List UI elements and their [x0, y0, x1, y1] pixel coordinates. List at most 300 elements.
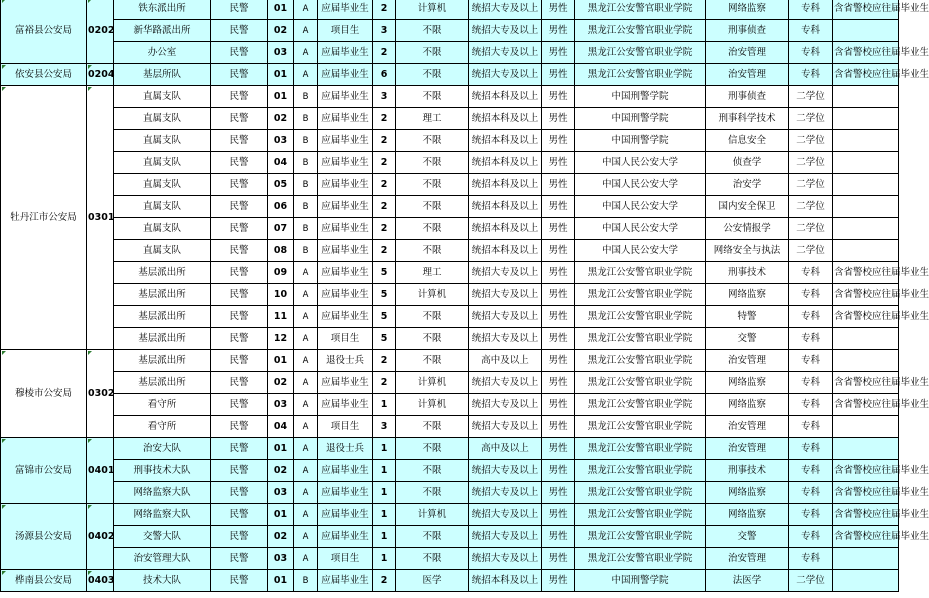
table-row [1, 394, 899, 416]
org-cell: 汤源县公安局 [1, 504, 87, 570]
school-cell: 黑龙江公安警官职业学院 [575, 438, 706, 460]
school-cell: 黑龙江公安警官职业学院 [575, 482, 706, 504]
specialty-cell: 刑事技术 [706, 262, 789, 284]
specialty-cell: 网络监察 [706, 504, 789, 526]
category-cell: B [294, 130, 318, 152]
position-cell: 民警 [211, 108, 268, 130]
position-cell: 民警 [211, 86, 268, 108]
count-cell: 5 [373, 284, 396, 306]
count-cell: 2 [373, 218, 396, 240]
count-cell: 2 [373, 152, 396, 174]
major-cell: 不限 [396, 548, 469, 570]
category-cell: A [294, 438, 318, 460]
count-cell: 1 [373, 504, 396, 526]
table-row [1, 64, 899, 86]
number-cell: 03 [268, 482, 294, 504]
position-cell: 民警 [211, 152, 268, 174]
education-cell: 统招大专及以上 [469, 482, 542, 504]
major-cell: 不限 [396, 482, 469, 504]
position-cell: 民警 [211, 548, 268, 570]
position-cell: 民警 [211, 328, 268, 350]
degree-cell: 专科 [789, 460, 833, 482]
gender-cell: 男性 [542, 64, 575, 86]
category-cell: A [294, 262, 318, 284]
unit-cell: 基层派出所 [114, 328, 211, 350]
specialty-cell: 信息安全 [706, 130, 789, 152]
table-row [1, 218, 899, 240]
position-cell: 民警 [211, 174, 268, 196]
source-cell: 项目生 [318, 328, 373, 350]
degree-cell: 二学位 [789, 174, 833, 196]
source-cell: 应届毕业生 [318, 262, 373, 284]
specialty-cell: 法医学 [706, 570, 789, 592]
major-cell: 不限 [396, 460, 469, 482]
note-cell [833, 108, 899, 130]
school-cell: 黑龙江公安警官职业学院 [575, 0, 706, 20]
degree-cell: 二学位 [789, 86, 833, 108]
school-cell: 黑龙江公安警官职业学院 [575, 548, 706, 570]
number-cell: 01 [268, 504, 294, 526]
number-cell: 01 [268, 570, 294, 592]
major-cell: 不限 [396, 20, 469, 42]
unit-cell: 直属支队 [114, 108, 211, 130]
note-cell [833, 438, 899, 460]
count-cell: 2 [373, 0, 396, 20]
number-cell: 02 [268, 20, 294, 42]
school-cell: 中国刑警学院 [575, 130, 706, 152]
specialty-cell: 公安情报学 [706, 218, 789, 240]
education-cell: 统招本科及以上 [469, 174, 542, 196]
count-cell: 2 [373, 240, 396, 262]
number-cell: 01 [268, 64, 294, 86]
unit-cell: 治安大队 [114, 438, 211, 460]
source-cell: 项目生 [318, 20, 373, 42]
major-cell: 不限 [396, 86, 469, 108]
education-cell: 统招本科及以上 [469, 152, 542, 174]
major-cell: 不限 [396, 306, 469, 328]
source-cell: 应届毕业生 [318, 482, 373, 504]
category-cell: B [294, 240, 318, 262]
degree-cell: 专科 [789, 64, 833, 86]
table-row [1, 372, 899, 394]
note-cell [833, 218, 899, 240]
code-cell: 0401 [87, 438, 114, 504]
note-cell [833, 570, 899, 592]
count-cell: 5 [373, 328, 396, 350]
education-cell: 统招本科及以上 [469, 108, 542, 130]
category-cell: A [294, 64, 318, 86]
category-cell: B [294, 152, 318, 174]
school-cell: 中国人民公安大学 [575, 196, 706, 218]
code-cell: 0402 [87, 504, 114, 570]
table-row [1, 130, 899, 152]
unit-cell: 交警大队 [114, 526, 211, 548]
table-row [1, 20, 899, 42]
number-cell: 03 [268, 548, 294, 570]
note-cell: 含省警校应往届毕业生 [833, 284, 899, 306]
specialty-cell: 特警 [706, 306, 789, 328]
table-body [1, 0, 929, 592]
degree-cell: 专科 [789, 548, 833, 570]
position-cell: 民警 [211, 0, 268, 20]
source-cell: 应届毕业生 [318, 86, 373, 108]
number-cell: 03 [268, 130, 294, 152]
school-cell: 黑龙江公安警官职业学院 [575, 416, 706, 438]
note-cell: 含省警校应往届毕业生 [833, 504, 899, 526]
org-cell: 依安县公安局 [1, 64, 87, 86]
education-cell: 统招本科及以上 [469, 86, 542, 108]
note-cell: 含省警校应往届毕业生 [833, 372, 899, 394]
table-row [1, 174, 899, 196]
source-cell: 应届毕业生 [318, 152, 373, 174]
note-cell [833, 152, 899, 174]
education-cell: 统招本科及以上 [469, 240, 542, 262]
note-cell: 含省警校应往届毕业生 [833, 42, 899, 64]
unit-cell: 看守所 [114, 394, 211, 416]
gender-cell: 男性 [542, 350, 575, 372]
note-cell [833, 240, 899, 262]
unit-cell: 技术大队 [114, 570, 211, 592]
education-cell: 统招大专及以上 [469, 328, 542, 350]
education-cell: 统招本科及以上 [469, 218, 542, 240]
education-cell: 统招本科及以上 [469, 196, 542, 218]
number-cell: 10 [268, 284, 294, 306]
school-cell: 中国人民公安大学 [575, 152, 706, 174]
degree-cell: 专科 [789, 284, 833, 306]
table-row [1, 240, 899, 262]
school-cell: 黑龙江公安警官职业学院 [575, 460, 706, 482]
table-row [1, 350, 899, 372]
source-cell: 应届毕业生 [318, 0, 373, 20]
major-cell: 理工 [396, 262, 469, 284]
degree-cell: 专科 [789, 350, 833, 372]
education-cell: 统招本科及以上 [469, 130, 542, 152]
degree-cell: 二学位 [789, 240, 833, 262]
major-cell: 计算机 [396, 284, 469, 306]
position-cell: 民警 [211, 240, 268, 262]
major-cell: 不限 [396, 130, 469, 152]
degree-cell: 专科 [789, 416, 833, 438]
code-cell: 0204 [87, 64, 114, 86]
degree-cell: 专科 [789, 394, 833, 416]
source-cell: 应届毕业生 [318, 570, 373, 592]
degree-cell: 二学位 [789, 130, 833, 152]
category-cell: A [294, 548, 318, 570]
note-cell: 含省警校应往届毕业生 [833, 460, 899, 482]
unit-cell: 基层派出所 [114, 350, 211, 372]
education-cell: 统招大专及以上 [469, 504, 542, 526]
count-cell: 2 [373, 372, 396, 394]
table-row [1, 438, 899, 460]
number-cell: 11 [268, 306, 294, 328]
gender-cell: 男性 [542, 240, 575, 262]
category-cell: B [294, 86, 318, 108]
source-cell: 应届毕业生 [318, 460, 373, 482]
education-cell: 高中及以上 [469, 438, 542, 460]
source-cell: 项目生 [318, 548, 373, 570]
gender-cell: 男性 [542, 86, 575, 108]
count-cell: 2 [373, 42, 396, 64]
org-cell: 富裕县公安局 [1, 0, 87, 64]
major-cell: 不限 [396, 174, 469, 196]
unit-cell: 基层派出所 [114, 306, 211, 328]
degree-cell: 专科 [789, 262, 833, 284]
school-cell: 黑龙江公安警官职业学院 [575, 504, 706, 526]
position-cell: 民警 [211, 218, 268, 240]
specialty-cell: 治安管理 [706, 64, 789, 86]
position-cell: 民警 [211, 42, 268, 64]
position-cell: 民警 [211, 64, 268, 86]
gender-cell: 男性 [542, 416, 575, 438]
major-cell: 不限 [396, 196, 469, 218]
note-cell [833, 350, 899, 372]
specialty-cell: 治安管理 [706, 416, 789, 438]
source-cell: 应届毕业生 [318, 504, 373, 526]
category-cell: A [294, 328, 318, 350]
gender-cell: 男性 [542, 108, 575, 130]
school-cell: 黑龙江公安警官职业学院 [575, 394, 706, 416]
org-cell: 桦南县公安局 [1, 570, 87, 592]
specialty-cell: 治安学 [706, 174, 789, 196]
education-cell: 统招大专及以上 [469, 20, 542, 42]
count-cell: 2 [373, 130, 396, 152]
note-cell: 含省警校应往届毕业生 [833, 262, 899, 284]
category-cell: A [294, 350, 318, 372]
school-cell: 黑龙江公安警官职业学院 [575, 284, 706, 306]
position-cell: 民警 [211, 306, 268, 328]
degree-cell: 专科 [789, 504, 833, 526]
gender-cell: 男性 [542, 20, 575, 42]
table-row [1, 152, 899, 174]
count-cell: 1 [373, 526, 396, 548]
degree-cell: 专科 [789, 482, 833, 504]
number-cell: 04 [268, 416, 294, 438]
major-cell: 不限 [396, 416, 469, 438]
unit-cell: 直属支队 [114, 174, 211, 196]
note-cell [833, 416, 899, 438]
category-cell: A [294, 372, 318, 394]
source-cell: 应届毕业生 [318, 108, 373, 130]
specialty-cell: 刑事侦查 [706, 86, 789, 108]
org-cell: 牡丹江市公安局 [1, 86, 87, 350]
position-cell: 民警 [211, 504, 268, 526]
number-cell: 07 [268, 218, 294, 240]
source-cell: 应届毕业生 [318, 306, 373, 328]
position-cell: 民警 [211, 438, 268, 460]
unit-cell: 基层派出所 [114, 372, 211, 394]
count-cell: 1 [373, 548, 396, 570]
source-cell: 应届毕业生 [318, 394, 373, 416]
position-cell: 民警 [211, 482, 268, 504]
number-cell: 03 [268, 394, 294, 416]
unit-cell: 直属支队 [114, 240, 211, 262]
school-cell: 中国人民公安大学 [575, 240, 706, 262]
education-cell: 统招大专及以上 [469, 64, 542, 86]
org-cell: 穆棱市公安局 [1, 350, 87, 438]
school-cell: 中国刑警学院 [575, 570, 706, 592]
category-cell: A [294, 284, 318, 306]
source-cell: 应届毕业生 [318, 130, 373, 152]
gender-cell: 男性 [542, 570, 575, 592]
note-cell [833, 130, 899, 152]
number-cell: 03 [268, 42, 294, 64]
school-cell: 黑龙江公安警官职业学院 [575, 42, 706, 64]
unit-cell: 治安管理大队 [114, 548, 211, 570]
number-cell: 02 [268, 526, 294, 548]
count-cell: 1 [373, 438, 396, 460]
major-cell: 不限 [396, 64, 469, 86]
major-cell: 计算机 [396, 0, 469, 20]
degree-cell: 二学位 [789, 218, 833, 240]
education-cell: 统招大专及以上 [469, 42, 542, 64]
school-cell: 中国刑警学院 [575, 108, 706, 130]
source-cell: 应届毕业生 [318, 196, 373, 218]
unit-cell: 直属支队 [114, 196, 211, 218]
gender-cell: 男性 [542, 130, 575, 152]
major-cell: 不限 [396, 438, 469, 460]
specialty-cell: 侦查学 [706, 152, 789, 174]
source-cell: 应届毕业生 [318, 240, 373, 262]
education-cell: 统招本科及以上 [469, 570, 542, 592]
number-cell: 01 [268, 350, 294, 372]
source-cell: 应届毕业生 [318, 174, 373, 196]
table-row [1, 196, 899, 218]
education-cell: 统招大专及以上 [469, 416, 542, 438]
position-cell: 民警 [211, 262, 268, 284]
position-cell: 民警 [211, 526, 268, 548]
table-row [1, 284, 899, 306]
code-cell: 0403 [87, 570, 114, 592]
table-row [1, 548, 899, 570]
specialty-cell: 网络安全与执法 [706, 240, 789, 262]
category-cell: B [294, 196, 318, 218]
education-cell: 统招大专及以上 [469, 526, 542, 548]
note-cell: 含省警校应往届毕业生 [833, 394, 899, 416]
note-cell: 含省警校应往届毕业生 [833, 482, 899, 504]
number-cell: 01 [268, 438, 294, 460]
source-cell: 应届毕业生 [318, 284, 373, 306]
count-cell: 5 [373, 262, 396, 284]
category-cell: A [294, 526, 318, 548]
source-cell: 应届毕业生 [318, 42, 373, 64]
major-cell: 不限 [396, 328, 469, 350]
number-cell: 09 [268, 262, 294, 284]
category-cell: A [294, 504, 318, 526]
category-cell: A [294, 394, 318, 416]
count-cell: 2 [373, 570, 396, 592]
education-cell: 统招大专及以上 [469, 460, 542, 482]
specialty-cell: 刑事科学技术 [706, 108, 789, 130]
gender-cell: 男性 [542, 438, 575, 460]
note-cell: 含省警校应往届毕业生 [833, 306, 899, 328]
major-cell: 计算机 [396, 372, 469, 394]
education-cell: 统招大专及以上 [469, 548, 542, 570]
specialty-cell: 网络监察 [706, 0, 789, 20]
unit-cell: 网络监察大队 [114, 504, 211, 526]
position-cell: 民警 [211, 20, 268, 42]
education-cell: 统招大专及以上 [469, 306, 542, 328]
school-cell: 黑龙江公安警官职业学院 [575, 262, 706, 284]
major-cell: 不限 [396, 240, 469, 262]
count-cell: 3 [373, 86, 396, 108]
degree-cell: 二学位 [789, 196, 833, 218]
code-cell: 0301 [87, 86, 114, 350]
education-cell: 统招大专及以上 [469, 284, 542, 306]
position-cell: 民警 [211, 130, 268, 152]
degree-cell: 二学位 [789, 152, 833, 174]
category-cell: A [294, 42, 318, 64]
position-cell: 民警 [211, 570, 268, 592]
number-cell: 02 [268, 460, 294, 482]
unit-cell: 看守所 [114, 416, 211, 438]
table-row [1, 306, 899, 328]
category-cell: B [294, 108, 318, 130]
gender-cell: 男性 [542, 196, 575, 218]
unit-cell: 直属支队 [114, 86, 211, 108]
count-cell: 2 [373, 196, 396, 218]
table-row [1, 42, 899, 64]
count-cell: 1 [373, 482, 396, 504]
count-cell: 2 [373, 108, 396, 130]
category-cell: B [294, 218, 318, 240]
note-cell [833, 86, 899, 108]
unit-cell: 刑事技术大队 [114, 460, 211, 482]
table-row [1, 328, 899, 350]
unit-cell: 网络监察大队 [114, 482, 211, 504]
position-cell: 民警 [211, 416, 268, 438]
gender-cell: 男性 [542, 328, 575, 350]
table-row [1, 108, 899, 130]
table-row [1, 504, 899, 526]
position-cell: 民警 [211, 350, 268, 372]
school-cell: 黑龙江公安警官职业学院 [575, 64, 706, 86]
degree-cell: 专科 [789, 306, 833, 328]
unit-cell: 直属支队 [114, 130, 211, 152]
school-cell: 黑龙江公安警官职业学院 [575, 372, 706, 394]
unit-cell: 基层所队 [114, 64, 211, 86]
school-cell: 黑龙江公安警官职业学院 [575, 526, 706, 548]
specialty-cell: 网络监察 [706, 284, 789, 306]
note-cell [833, 20, 899, 42]
number-cell: 02 [268, 372, 294, 394]
position-cell: 民警 [211, 372, 268, 394]
school-cell: 中国人民公安大学 [575, 174, 706, 196]
specialty-cell: 刑事侦查 [706, 20, 789, 42]
gender-cell: 男性 [542, 306, 575, 328]
education-cell: 统招大专及以上 [469, 0, 542, 20]
gender-cell: 男性 [542, 394, 575, 416]
category-cell: A [294, 416, 318, 438]
degree-cell: 二学位 [789, 570, 833, 592]
education-cell: 统招大专及以上 [469, 394, 542, 416]
category-cell: A [294, 460, 318, 482]
source-cell: 应届毕业生 [318, 64, 373, 86]
education-cell: 统招大专及以上 [469, 372, 542, 394]
category-cell: A [294, 0, 318, 20]
count-cell: 1 [373, 394, 396, 416]
gender-cell: 男性 [542, 372, 575, 394]
count-cell: 2 [373, 174, 396, 196]
count-cell: 3 [373, 416, 396, 438]
position-cell: 民警 [211, 196, 268, 218]
gender-cell: 男性 [542, 218, 575, 240]
unit-cell: 办公室 [114, 42, 211, 64]
gender-cell: 男性 [542, 504, 575, 526]
gender-cell: 男性 [542, 460, 575, 482]
major-cell: 计算机 [396, 394, 469, 416]
note-cell [833, 328, 899, 350]
specialty-cell: 网络监察 [706, 372, 789, 394]
